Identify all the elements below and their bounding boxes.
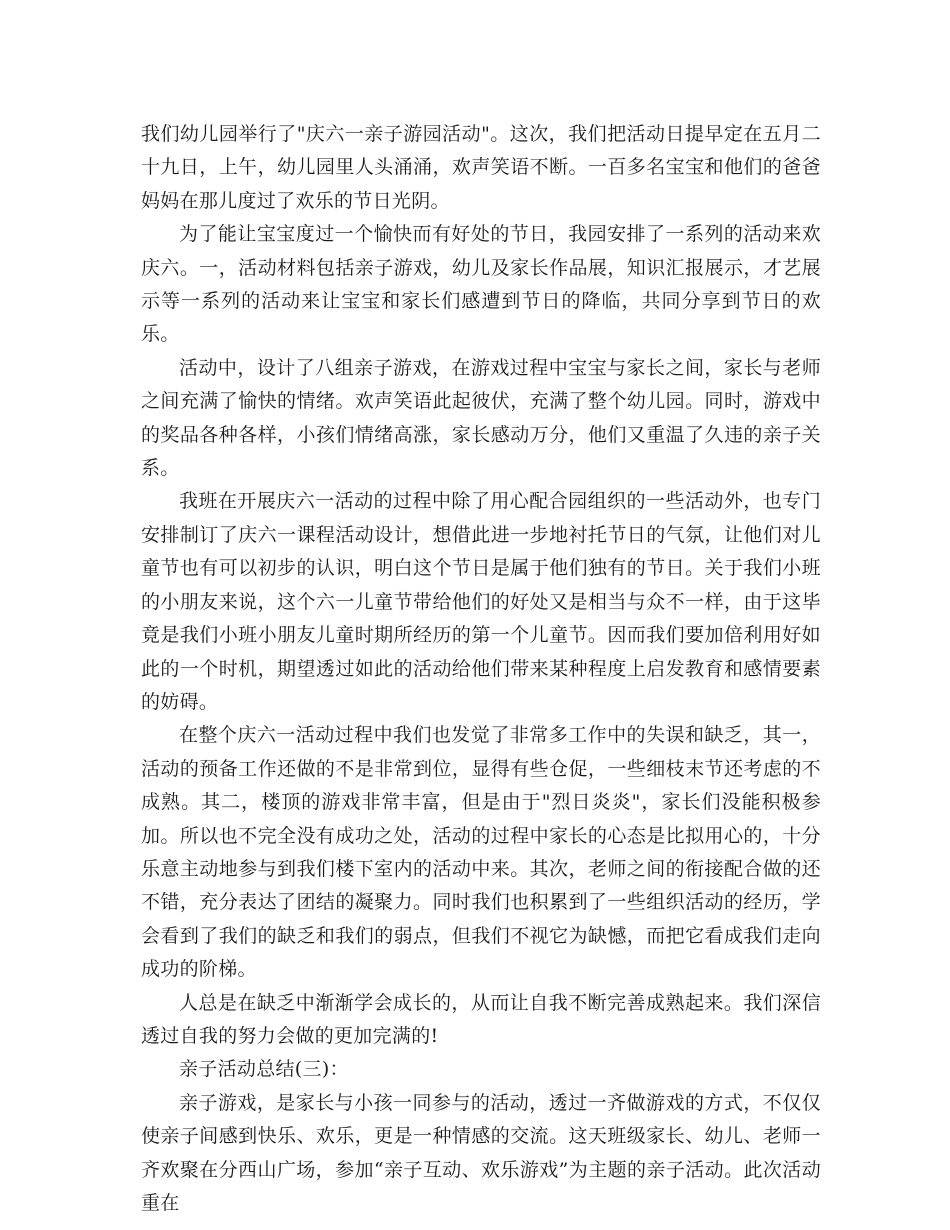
paragraph-growth: 人总是在缺乏中渐渐学会成长的，从而让自我不断完善成熟起来。我们深信透过自我的努力会做的更加完满的! [141, 991, 821, 1047]
paragraph-activity-plan: 为了能让宝宝度过一个愉快而有好处的节日，我园安排了一系列的活动来欢庆六。一，活动材料包括亲子游戏，幼儿及家长作品展，知识汇报展示，才艺展示等一系列的活动来让宝宝和家长们感遭到节日的降临，共同分享到节日的欢乐。 [141, 223, 821, 346]
paragraph-event-intro: 我们幼儿园举行了"庆六一亲子游园活动"。这次，我们把活动日提早定在五月二十九日，上午，幼儿园里人头涌涌，欢声笑语不断。一百多名宝宝和他们的爸爸妈妈在那儿度过了欢乐的节日光阴。 [141, 123, 821, 212]
document-body [141, 118, 821, 1220]
paragraph-class-activities: 我班在开展庆六一活动的过程中除了用心配合园组织的一些活动外，也专门安排制订了庆六一课程活动设计，想借此进一步地衬托节日的气氛，让他们对儿童节也有可以初步的认识，明白这个节日是属于他们独有的节日。关于我们小班的小朋友来说，这个六一儿童节带给他们的好处又是相当与众不一样，由于这毕竟是我们小班小朋友儿童时期所经历的第一个儿童节。因而我们要加倍利用好如此的一个时机，期望透过如此的活动给他们带来某种程度上启发教育和感情要素的妨碍。 [141, 490, 821, 713]
section-heading-summary-three: 亲子活动总结(三)： [179, 1058, 349, 1081]
paragraph-parent-child-games: 活动中，设计了八组亲子游戏，在游戏过程中宝宝与家长之间，家长与老师之间充满了愉快的情绪。欢声笑语此起彼伏，充满了整个幼儿园。同时，游戏中的奖品各种各样，小孩们情绪高涨，家长感动万分，他们又重温了久违的亲子关系。 [141, 356, 821, 480]
paragraph-shortcomings: 在整个庆六一活动过程中我们也发觉了非常多工作中的失误和缺乏，其一，活动的预备工作还做的不是非常到位，显得有些仓促，一些细枝末节还考虑的不成熟。其二，楼顶的游戏非常丰富，但是由于"烈日炎炎"，家长们没能积极参加。所以也不完全没有成功之处，活动的过程中家长的心态是比拟用心的，十分乐意主动地参与到我们楼下室内的活动中来。其次，老师之间的衔接配合做的还不错，充分表达了团结的凝聚力。同时我们也积累到了一些组织活动的经历，学会看到了我们的缺乏和我们的弱点，但我们不视它为缺憾，而把它看成我们走向成功的阶梯。 [141, 724, 821, 981]
paragraph-summary-three-body: 亲子游戏，是家长与小孩一同参与的活动，透过一齐做游戏的方式，不仅仅使亲子间感到快乐、欢乐，更是一种情感的交流。这天班级家长、幼儿、老师一齐欢聚在分西山广场，参加“亲子互动、欢乐游戏”为主题的亲子活动。此次活动重在 [141, 1091, 821, 1214]
